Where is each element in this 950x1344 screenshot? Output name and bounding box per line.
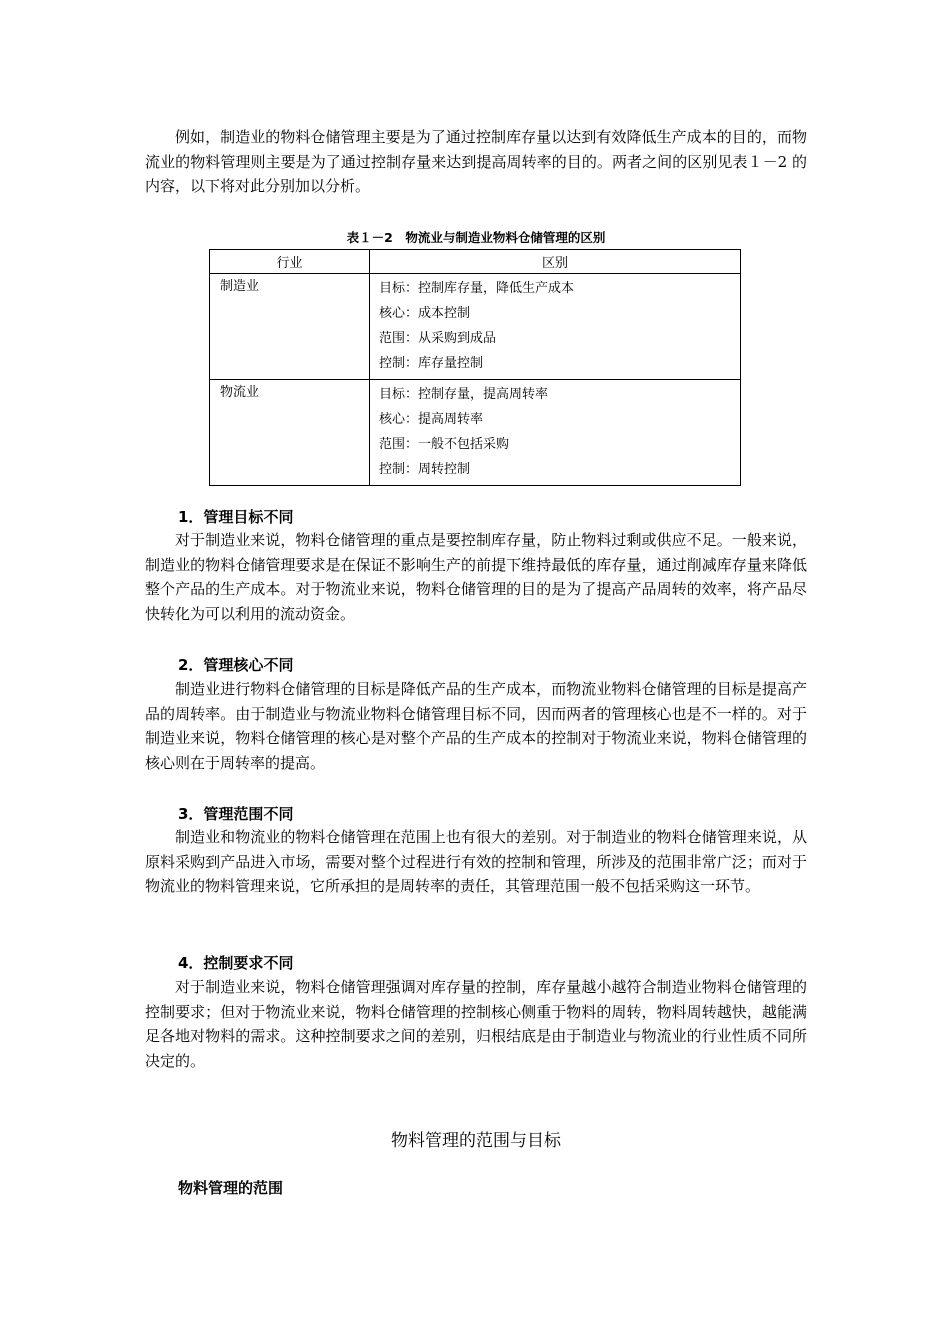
- section-paragraph: 制造业进行物料仓储管理的目标是降低产品的生产成本，而物流业物料仓储管理的目标是提高产品的周转率。由于制造业与物流业物料仓储管理目标不同，因而两者的管理核心也是不一样的。对于制造业来说，物料仓储管理的核心是对整个产品的生产成本的控制对于物流业来说，物料仓储管理的核心则在于周转率的提高。: [145, 680, 807, 772]
- section-title: 物料管理的范围与目标: [391, 1131, 561, 1151]
- difference-line: 控制：库存量控制: [379, 356, 484, 371]
- table-caption: 表１－2 物流业与制造业物料仓储管理的区别: [346, 230, 606, 245]
- section-heading: 2．管理核心不同: [178, 656, 294, 674]
- comparison-table: [209, 249, 741, 486]
- difference-cell: [370, 380, 741, 486]
- difference-line: 范围：一般不包括采购: [379, 437, 510, 452]
- section-heading: 4．控制要求不同: [178, 954, 294, 972]
- difference-cell: [370, 274, 741, 380]
- sub-title: 物料管理的范围: [178, 1179, 284, 1197]
- section-paragraph: 对于制造业来说，物料仓储管理强调对库存量的控制，库存量越小越符合制造业物料仓储管理的控制要求；但对于物流业来说，物料仓储管理的控制核心侧重于物料的周转，物料周转越快，越能满足各地对物料的需求。这种控制要求之间的差别，归根结底是由于制造业与物流业的行业性质不同所决定的。: [145, 978, 807, 1070]
- section-paragraph: 对于制造业来说，物料仓储管理的重点是要控制库存量，防止物料过剩或供应不足。一般来说，制造业的物料仓储管理要求是在保证不影响生产的前提下维持最低的库存量，通过削减库存量来降低整个产品的生产成本。对于物流业来说，物料仓储管理的目的是为了提高产品周转的效率，将产品尽快转化为可以利用的流动资金。: [145, 531, 807, 623]
- difference-line: 核心：成本控制: [379, 306, 471, 321]
- difference-line: 核心：提高周转率: [379, 412, 484, 427]
- section-paragraph: 制造业和物流业的物料仓储管理在范围上也有很大的差别。对于制造业的物料仓储管理来说，从原料采购到产品进入市场，需要对整个过程进行有效的控制和管理，所涉及的范围非常广泛；而对于物流业的物料管理来说，它所承担的是周转率的责任，其管理范围一般不包括采购这一环节。: [145, 828, 807, 895]
- table-row: [210, 380, 741, 486]
- table-header-row: [210, 250, 741, 274]
- difference-line: 范围：从采购到成品: [379, 331, 497, 346]
- section-heading: 1．管理目标不同: [178, 508, 294, 526]
- difference-line: 目标：控制存量，提高周转率: [379, 387, 549, 402]
- header-industry: 行业: [210, 250, 370, 274]
- table-row: [210, 274, 741, 380]
- difference-line: 控制：周转控制: [379, 462, 471, 477]
- intro-paragraph: 例如，制造业的物料仓储管理主要是为了通过控制库存量以达到有效降低生产成本的目的，而物流业的物料管理则主要是为了通过控制存量来达到提高周转率的目的。两者之间的区别见表１－2 的内容，以下将对此分别加以分析。: [145, 128, 807, 195]
- header-difference: 区别: [370, 250, 741, 274]
- section-heading: 3．管理范围不同: [178, 805, 294, 823]
- difference-line: 目标：控制库存量，降低生产成本: [379, 281, 575, 296]
- industry-cell: 物流业: [210, 380, 370, 486]
- industry-cell: 制造业: [210, 274, 370, 380]
